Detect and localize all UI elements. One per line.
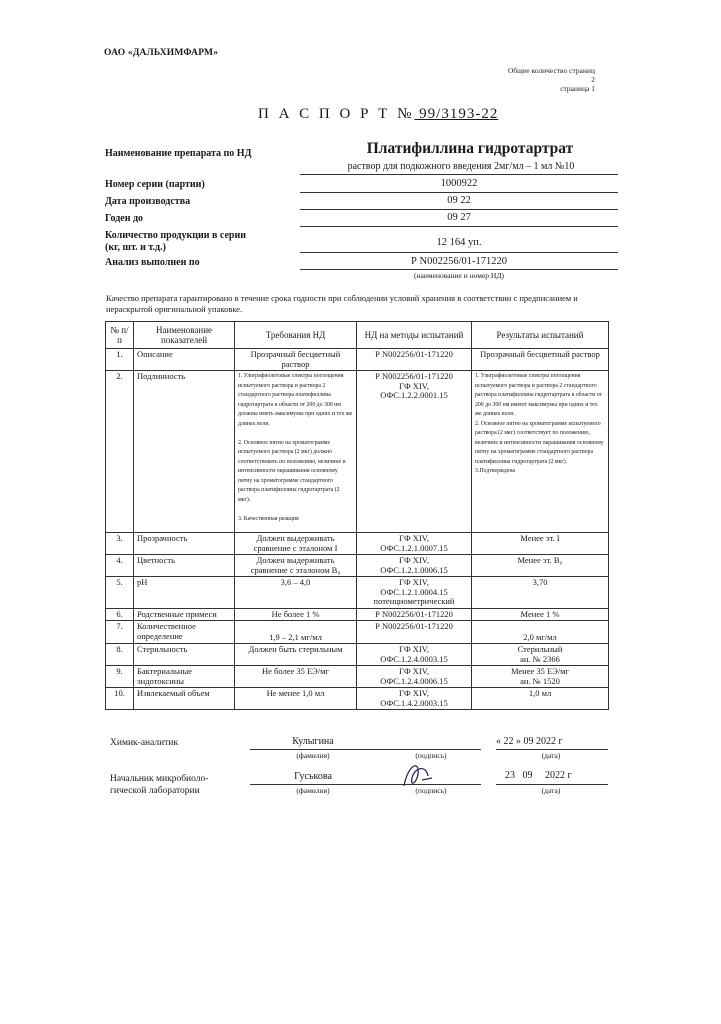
- row-requirement: 1,9 – 2,1 мг/мл: [235, 621, 357, 644]
- row-requirement: Не менее 1,0 мл: [235, 688, 357, 710]
- row-method: Р N002256/01-171220: [357, 349, 472, 371]
- row-result: Прозрачный бесцветный раствор: [472, 349, 609, 371]
- row-result: 1,0 мл: [472, 688, 609, 710]
- row-indicator: Цветность: [134, 555, 235, 577]
- lab-head-signature-line: [375, 784, 481, 785]
- production-date-underline: [300, 209, 618, 210]
- page-number: страница 1: [560, 84, 595, 93]
- chemist-name-line: [250, 749, 375, 750]
- expiry-label: Годен до: [105, 213, 144, 224]
- passport-title: [258, 106, 498, 123]
- chemist-name: Кулыгина: [292, 736, 334, 747]
- chemist-signature-line: [375, 749, 481, 750]
- row-number: 7.: [106, 621, 134, 644]
- test-results-table: [105, 321, 609, 710]
- row-result: Менее 35 ЕЭ/мг ан. № 1520: [472, 666, 609, 688]
- row-indicator: Подлинность: [134, 371, 235, 533]
- table-row: [106, 349, 609, 371]
- production-date-value: 09 22: [447, 195, 471, 206]
- row-requirement: Должен выдерживать сравнение с эталоном B₉: [235, 555, 357, 577]
- chemist-name-caption: (фамилия): [296, 751, 330, 760]
- analysis-note: (наименование и номер НД): [414, 271, 504, 280]
- row-indicator: Извлекаемый объем: [134, 688, 235, 710]
- row-indicator: Прозрачность: [134, 533, 235, 555]
- quantity-label-line2: (кг, шт. и т.д.): [105, 242, 166, 253]
- analysis-label: Анализ выполнен по: [105, 257, 200, 268]
- row-result: Менее эт. B₉: [472, 555, 609, 577]
- table-row: [106, 371, 609, 533]
- table-row: [106, 533, 609, 555]
- row-number: 9.: [106, 666, 134, 688]
- row-method: ГФ XIV, ОФС.1.2.1.0007.15: [357, 533, 472, 555]
- total-pages: Общее количество страниц 2: [507, 66, 595, 84]
- table-row: [106, 688, 609, 710]
- row-number: 4.: [106, 555, 134, 577]
- row-indicator: pH: [134, 577, 235, 609]
- row-requirement: Не более 35 ЕЭ/мг: [235, 666, 357, 688]
- quantity-label-line1: Количество продукции в серии: [105, 230, 247, 241]
- header-indicator: Наименование показателей: [134, 322, 235, 349]
- row-number: 3.: [106, 533, 134, 555]
- series-label: Номер серии (партии): [105, 179, 205, 190]
- row-method: Р N002256/01-171220 ГФ XIV, ОФС.1.2.2.0001.15: [357, 371, 472, 533]
- table-row: [106, 577, 609, 609]
- row-method: ГФ XIV, ОФС.1.4.2.0003.15: [357, 688, 472, 710]
- row-requirement: 3,6 – 4,0: [235, 577, 357, 609]
- row-number: 1.: [106, 349, 134, 371]
- row-result: Стерильный ан. № 2366: [472, 644, 609, 666]
- form-underline: [300, 174, 618, 175]
- row-method: ГФ XIV, ОФС.1.2.1.0006.15: [357, 555, 472, 577]
- drug-form: раствор для подкожного введения 2мг/мл – 1 мл №10: [347, 161, 575, 172]
- chemist-date: « 22 » 09 2022 г: [496, 736, 563, 747]
- lab-head-date-caption: (дата): [541, 786, 561, 795]
- row-result: 2,0 мг/мл: [472, 621, 609, 644]
- lab-head-label-line2: гической лаборатории: [110, 786, 200, 796]
- chemist-date-caption: (дата): [541, 751, 561, 760]
- drug-name: Платифиллина гидротартрат: [366, 140, 574, 157]
- lab-head-name-caption: (фамилия): [296, 786, 330, 795]
- page-count: [503, 66, 595, 93]
- analysis-underline: [300, 269, 618, 270]
- table-row: [106, 621, 609, 644]
- chemist-date-line: [496, 749, 608, 750]
- series-value: 1000922: [440, 178, 478, 189]
- table-row: [106, 666, 609, 688]
- row-method: Р N002256/01-171220: [357, 608, 472, 621]
- row-number: 2.: [106, 371, 134, 533]
- row-indicator: Количественное определение: [134, 621, 235, 644]
- row-number: 5.: [106, 577, 134, 609]
- quantity-value: 12 164 уп.: [436, 237, 482, 248]
- lab-head-name-line: [250, 784, 375, 785]
- title-prefix: П А С П О Р Т №: [258, 106, 415, 122]
- row-number: 10.: [106, 688, 134, 710]
- company-name: ОАО «ДАЛЬХИМФАРМ»: [104, 48, 219, 58]
- row-indicator: Бактериальные эндотоксины: [134, 666, 235, 688]
- header-requirements: Требования НД: [235, 322, 357, 349]
- row-result: Менее эт. I: [472, 533, 609, 555]
- chemist-signature-caption: (подпись): [415, 751, 447, 760]
- header-number: № п/п: [106, 322, 134, 349]
- lab-head-signature-caption: (подпись): [415, 786, 447, 795]
- row-requirement: Должен быть стерильным: [235, 644, 357, 666]
- analysis-value: Р N002256/01-171220: [411, 256, 507, 267]
- header-results: Результаты испытаний: [472, 322, 609, 349]
- row-method: ГФ XIV, ОФС.1.2.4.0006.15: [357, 666, 472, 688]
- expiry-value: 09 27: [447, 212, 471, 223]
- row-requirement: Не более 1 %: [235, 608, 357, 621]
- lab-head-date: 23 09 2022 г: [505, 770, 572, 781]
- row-result: 3,70: [472, 577, 609, 609]
- drug-name-label: Наименование препарата по НД: [105, 148, 252, 159]
- row-number: 6.: [106, 608, 134, 621]
- table-row: [106, 608, 609, 621]
- production-date-label: Дата производства: [105, 196, 191, 207]
- table-row: [106, 644, 609, 666]
- quantity-underline: [300, 252, 618, 253]
- lab-head-label: [110, 773, 208, 797]
- row-method: Р N002256/01-171220: [357, 621, 472, 644]
- row-result: Менее 1 %: [472, 608, 609, 621]
- row-indicator: Описание: [134, 349, 235, 371]
- lab-head-label-line1: Начальник микробиоло-: [110, 774, 209, 784]
- passport-number: 99/3193-22: [414, 106, 499, 122]
- row-indicator: Родственные примеси: [134, 608, 235, 621]
- row-requirement: 1. Ультрафиолетовые спектры поглощения испытуемого раствора и раствора 2 стандартного раствора платифиллина гидротартрата в области от 200 до 300 нм должны иметь максимумы при одних и тех же длинах волн. 2. Основное пятно на хроматограмме испытуемого раствора (2 мкг) должно соответствовать по положению, величине и интенсивности окрашивания основному пятну на хроматограмме стандартного раствора платифиллина гидротартрата (2 мкг). 3. Качественная реакция: [235, 371, 357, 533]
- row-number: 8.: [106, 644, 134, 666]
- lab-head-name: Гуськова: [294, 771, 332, 782]
- row-requirement: Должен выдерживать сравнение с эталоном I: [235, 533, 357, 555]
- row-indicator: Стерильность: [134, 644, 235, 666]
- row-method: ГФ XIV, ОФС.1.2.1.0004.15 потенциометрический: [357, 577, 472, 609]
- chemist-label: Химик-аналитик: [110, 738, 179, 748]
- row-method: ГФ XIV, ОФС.1.2.4.0003.15: [357, 644, 472, 666]
- table-row: [106, 555, 609, 577]
- row-result: 1. Ультрафиолетовые спектры поглощения испытуемого раствора и раствора 2 стандартного раствора платифиллина гидротартрата в области от 200 до 300 нм имеют максимумы при одних и тех же длинах волн. 2. Основное пятно на хроматограмме испытуемого раствора (2 мкг) соответствует по положению, величине и интенсивности окрашивания основному пятну на хроматограмме стандартного раствора платифиллина гидротартрата (2 мкг). 3.Подтверждена: [472, 371, 609, 533]
- expiry-underline: [300, 226, 618, 227]
- quality-guarantee-text: Качество препарата гарантировано в течение срока годности при соблюдении условий хранения в соответствии с предписанием и нераскрытой оригинальной упаковке.: [106, 293, 578, 314]
- row-requirement: Прозрачный бесцветный раствор: [235, 349, 357, 371]
- series-underline: [300, 192, 618, 193]
- header-methods: НД на методы испытаний: [357, 322, 472, 349]
- table-header-row: [106, 322, 609, 349]
- lab-head-date-line: [496, 784, 608, 785]
